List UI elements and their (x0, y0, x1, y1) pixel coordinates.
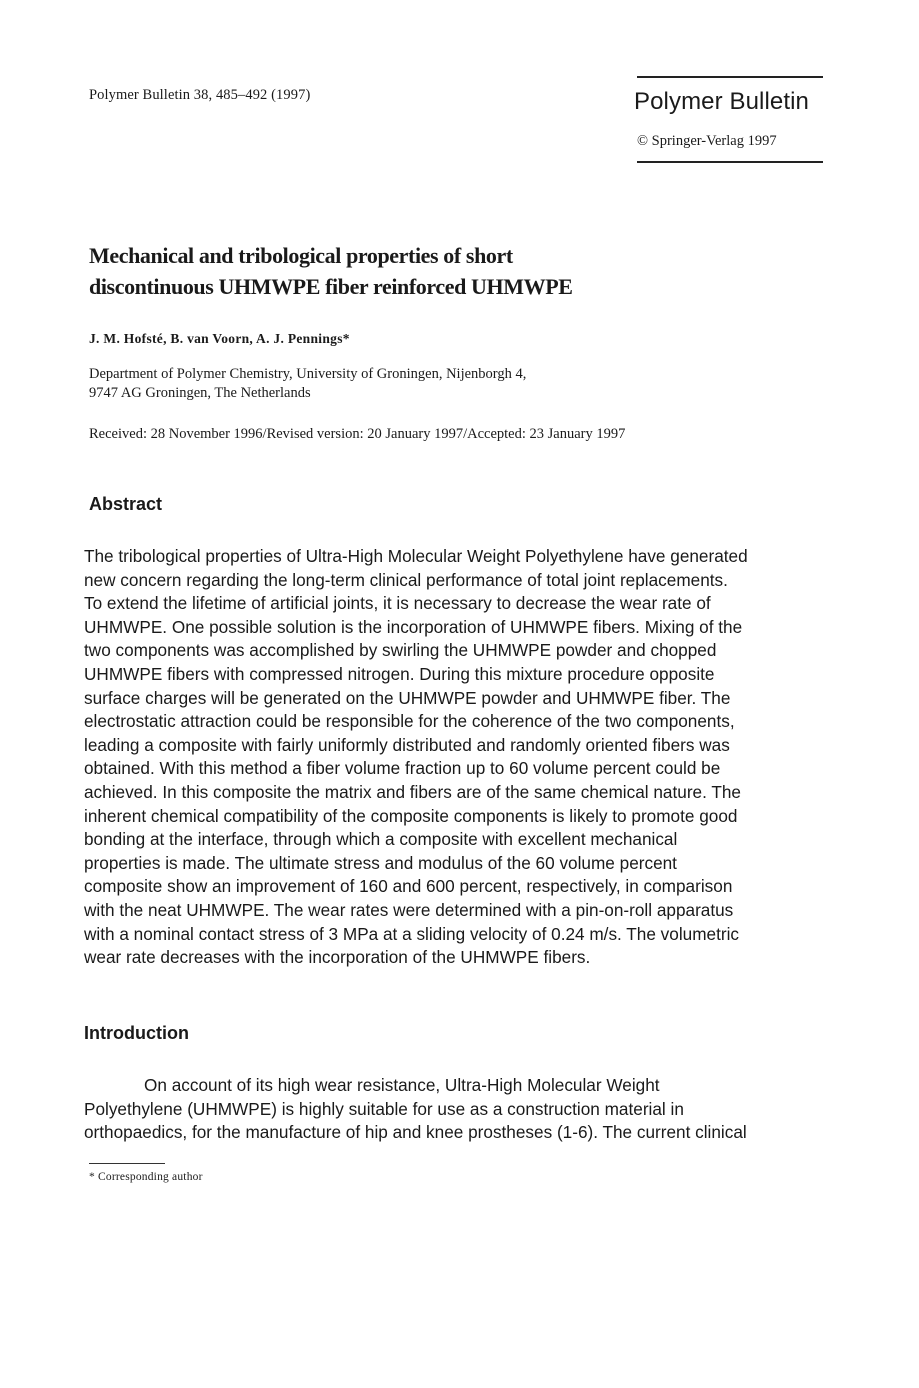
copyright-notice: © Springer-Verlag 1997 (637, 133, 777, 149)
abstract-line: composite show an improvement of 160 and 600 percent, respectively, in comparison (84, 876, 733, 897)
footnote-corresponding-author: * Corresponding author (89, 1171, 203, 1183)
abstract-line: The tribological properties of Ultra-High Molecular Weight Polyethylene have generated (84, 546, 748, 566)
abstract-line: bonding at the interface, through which a composite with excellent mechanical (84, 829, 678, 850)
abstract-line: leading a composite with fairly uniformly distributed and randomly oriented fibers was (84, 734, 730, 755)
abstract-line: new concern regarding the long-term clinical performance of total joint replacements. (84, 569, 728, 590)
abstract-line: inherent chemical compatibility of the composite components is likely to promote good (84, 805, 738, 826)
affiliation-line: Department of Polymer Chemistry, University of Groningen, Nijenborgh 4, (89, 366, 527, 382)
masthead-top-rule (637, 76, 823, 78)
abstract-line: two components was accomplished by swirling the UHMWPE powder and chopped (84, 640, 717, 661)
received-dates: Received: 28 November 1996/Revised version: 20 January 1997/Accepted: 23 January 1997 (89, 426, 626, 442)
abstract-line: with a nominal contact stress of 3 MPa at a sliding velocity of 0.24 m/s. The volumetric (84, 923, 740, 944)
affiliation-line: 9747 AG Groningen, The Netherlands (89, 385, 311, 401)
abstract-line: electrostatic attraction could be responsible for the coherence of the two components, (84, 711, 735, 732)
abstract-line: properties is made. The ultimate stress and modulus of the 60 volume percent (84, 852, 677, 873)
introduction-line: orthopaedics, for the manufacture of hip and knee prostheses (1-6). The current clinical (84, 1122, 747, 1143)
journal-masthead (634, 76, 823, 164)
title-line: Mechanical and tribological properties of short (89, 243, 513, 268)
masthead-bottom-rule (637, 161, 823, 163)
abstract-line: surface charges will be generated on the UHMWPE powder and UHMWPE fiber. The (84, 687, 731, 708)
author-list: J. M. Hofsté, B. van Voorn, A. J. Pennings* (89, 331, 350, 346)
title-line: discontinuous UHMWPE fiber reinforced UHMWPE (89, 274, 573, 299)
abstract-line: with the neat UHMWPE. The wear rates were determined with a pin-on-roll apparatus (84, 899, 734, 920)
introduction-line: On account of its high wear resistance, Ultra-High Molecular Weight (144, 1075, 660, 1095)
introduction-heading: Introduction (84, 1023, 189, 1043)
abstract-line: obtained. With this method a fiber volume fraction up to 60 volume percent could be (84, 758, 721, 779)
abstract-line: wear rate decreases with the incorporation of the UHMWPE fibers. (84, 947, 591, 968)
abstract-heading: Abstract (89, 494, 163, 514)
article-title (89, 240, 849, 302)
citation-line: Polymer Bulletin 38, 485–492 (1997) (89, 87, 311, 103)
abstract-line: To extend the lifetime of artificial joints, it is necessary to decrease the wear rate of (84, 593, 711, 614)
introduction-line: Polyethylene (UHMWPE) is highly suitable for use as a construction material in (84, 1098, 684, 1119)
abstract-line: UHMWPE. One possible solution is the incorporation of UHMWPE fibers. Mixing of the (84, 616, 743, 637)
abstract-body (84, 545, 844, 970)
introduction-body (84, 1074, 844, 1145)
abstract-line: achieved. In this composite the matrix and fibers are of the same chemical nature. The (84, 781, 741, 802)
footnote-rule (89, 1163, 165, 1164)
journal-name: Polymer Bulletin (634, 88, 810, 115)
affiliation (89, 365, 526, 403)
abstract-line: UHMWPE fibers with compressed nitrogen. During this mixture procedure opposite (84, 663, 715, 684)
